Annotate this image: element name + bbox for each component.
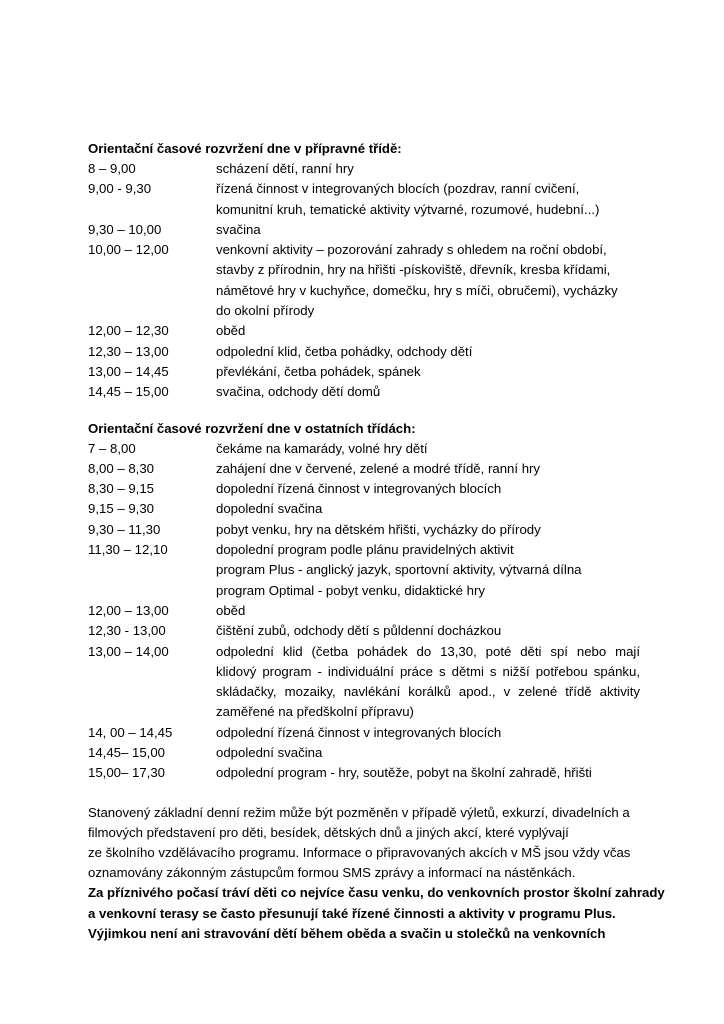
schedule-row <box>88 240 640 321</box>
activity-line: námětové hry v kuchyňce, domečku, hry s míči, obručemi), vycházky <box>216 282 618 298</box>
schedule-time: 14, 00 – 14,45 <box>88 724 173 740</box>
activity-line: dopolední program podle plánu pravidelných aktivit <box>216 542 514 558</box>
schedule-activity <box>216 520 640 540</box>
paragraph-line: Stanovený základní denní režim může být pozměněn v případě výletů, exkurzí, divadelních a <box>88 804 630 820</box>
schedule-time: 9,30 – 10,00 <box>88 221 162 237</box>
schedule-row <box>88 321 640 341</box>
schedule-row <box>88 499 640 519</box>
activity-line: odpolední program - hry, soutěže, pobyt na školní zahradě, hřišti <box>216 765 592 781</box>
activity-line: stavby z přírodnin, hry na hřišti -pískoviště, dřevník, kresba křídami, <box>216 262 611 278</box>
schedule-row <box>88 179 640 220</box>
activity-line: zaměřené na předškolní přípravu) <box>216 704 414 720</box>
activity-line: odpolední svačina <box>216 745 323 761</box>
schedule-row <box>88 159 640 179</box>
schedule-activity <box>216 362 640 382</box>
schedule-row <box>88 621 640 641</box>
schedule-activity <box>216 499 640 519</box>
schedule-activity <box>216 601 640 621</box>
schedule-activity <box>216 642 640 723</box>
schedule-row <box>88 723 640 743</box>
schedule-row <box>88 362 640 382</box>
schedule-time: 10,00 – 12,00 <box>88 242 169 258</box>
paragraph-bold-line: Výjimkou není ani stravování dětí během oběda a svačin u stolečků na venkovních <box>88 925 606 941</box>
schedule-activity <box>216 540 640 601</box>
schedule-row <box>88 342 640 362</box>
paragraph-bold-line: a venkovní terasy se často přesunují také řízené činnosti a aktivity v programu Plus. <box>88 905 616 921</box>
schedule-activity <box>216 240 640 321</box>
activity-line: odpolední řízená činnost v integrovaných blocích <box>216 724 502 740</box>
activity-line: scházení dětí, ranní hry <box>216 161 354 176</box>
schedule-activity <box>216 220 640 240</box>
schedule-time: 9,00 - 9,30 <box>88 181 152 197</box>
activity-line: svačina <box>216 221 261 237</box>
schedule-time: 13,00 – 14,45 <box>88 363 169 379</box>
schedule-time: 14,45– 15,00 <box>88 745 166 761</box>
schedule-activity <box>216 621 640 641</box>
schedule-time: 15,00– 17,30 <box>88 765 166 781</box>
activity-line: dopolední řízená činnost v integrovaných blocích <box>216 481 502 497</box>
section2-heading: Orientační časové rozvržení dne v ostatních třídách: <box>88 420 416 436</box>
paragraph-line: filmových představení pro děti, besídek, dětských dnů a jiných akcí, které vyplývají <box>88 824 569 840</box>
schedule-activity <box>216 743 640 763</box>
activity-line: klidový program - individuální práce s dětmi s nižší potřebou spánku, <box>216 663 640 679</box>
activity-line: komunitní kruh, tematické aktivity výtvarné, rozumové, hudební...) <box>216 201 600 217</box>
schedule-time: 13,00 – 14,00 <box>88 643 169 659</box>
activity-line: zahájení dne v červené, zelené a modré třídě, ranní hry <box>216 460 541 476</box>
activity-line: oběd <box>216 323 246 339</box>
schedule-row <box>88 439 640 459</box>
schedule-row <box>88 382 640 402</box>
schedule-activity <box>216 459 640 479</box>
activity-line: pobyt venku, hry na dětském hřišti, vycházky do přírody <box>216 521 541 537</box>
schedule-row <box>88 743 640 763</box>
schedule-time: 9,15 – 9,30 <box>88 501 154 517</box>
schedule-activity <box>216 763 640 783</box>
section1-schedule <box>88 159 640 403</box>
schedule-row <box>88 520 640 540</box>
schedule-time: 12,30 - 13,00 <box>88 623 166 639</box>
schedule-row <box>88 763 640 783</box>
schedule-activity <box>216 723 640 743</box>
activity-line: řízená činnost v integrovaných blocích (pozdrav, ranní cvičení, <box>216 181 580 197</box>
activity-line: dopolední svačina <box>216 501 323 517</box>
schedule-time: 7 – 8,00 <box>88 440 136 456</box>
schedule-row <box>88 479 640 499</box>
schedule-time: 12,00 – 12,30 <box>88 323 169 339</box>
schedule-time: 8 – 9,00 <box>88 161 136 176</box>
schedule-activity <box>216 479 640 499</box>
activity-line: oběd <box>216 602 246 618</box>
section1-heading: Orientační časové rozvržení dne v přípravné třídě: <box>88 141 402 156</box>
paragraph-bold-line: Za příznivého počasí tráví děti co nejvíce času venku, do venkovních prostor školní zahrady <box>88 885 665 901</box>
activity-line: program Plus - anglický jazyk, sportovní aktivity, výtvarná dílna <box>216 562 582 578</box>
schedule-time: 14,45 – 15,00 <box>88 384 169 400</box>
schedule-time: 12,00 – 13,00 <box>88 602 169 618</box>
activity-line: skládačky, mozaiky, navlékání korálků apod., v zelené třídě aktivity <box>216 684 640 700</box>
activity-line: venkovní aktivity – pozorování zahrady s ohledem na roční období, <box>216 242 607 258</box>
paragraph-line: ze školního vzdělávacího programu. Informace o připravovaných akcích v MŠ jsou vždy včas <box>88 845 631 861</box>
section2-schedule <box>88 439 640 784</box>
schedule-time: 11,30 – 12,10 <box>88 542 168 558</box>
schedule-activity <box>216 342 640 362</box>
activity-line: program Optimal - pobyt venku, didaktické hry <box>216 582 485 598</box>
schedule-activity <box>216 179 640 220</box>
document-content <box>88 139 665 944</box>
schedule-activity <box>216 321 640 341</box>
schedule-activity <box>216 382 640 402</box>
schedule-row <box>88 642 640 723</box>
schedule-time: 8,30 – 9,15 <box>88 481 154 497</box>
activity-line: odpolední klid, četba pohádky, odchody dětí <box>216 343 473 359</box>
schedule-row <box>88 220 640 240</box>
schedule-row <box>88 459 640 479</box>
paragraph-line: oznamovány zákonným zástupcům formou SMS zprávy a informací na nástěnkách. <box>88 865 576 881</box>
info-paragraph <box>88 803 665 944</box>
activity-line: svačina, odchody dětí domů <box>216 384 381 400</box>
schedule-row <box>88 540 640 601</box>
activity-line: do okolní přírody <box>216 303 315 319</box>
schedule-activity <box>216 439 640 459</box>
schedule-time: 12,30 – 13,00 <box>88 343 169 359</box>
schedule-time: 8,00 – 8,30 <box>88 460 154 476</box>
schedule-activity <box>216 159 640 179</box>
schedule-time: 9,30 – 11,30 <box>88 521 161 537</box>
schedule-row <box>88 601 640 621</box>
activity-line: odpolední klid (četba pohádek do 13,30, poté děti spí nebo mají <box>216 643 640 659</box>
activity-line: čekáme na kamarády, volné hry dětí <box>216 440 428 456</box>
activity-line: čištění zubů, odchody dětí s půldenní docházkou <box>216 623 502 639</box>
activity-line: převlékání, četba pohádek, spánek <box>216 363 421 379</box>
